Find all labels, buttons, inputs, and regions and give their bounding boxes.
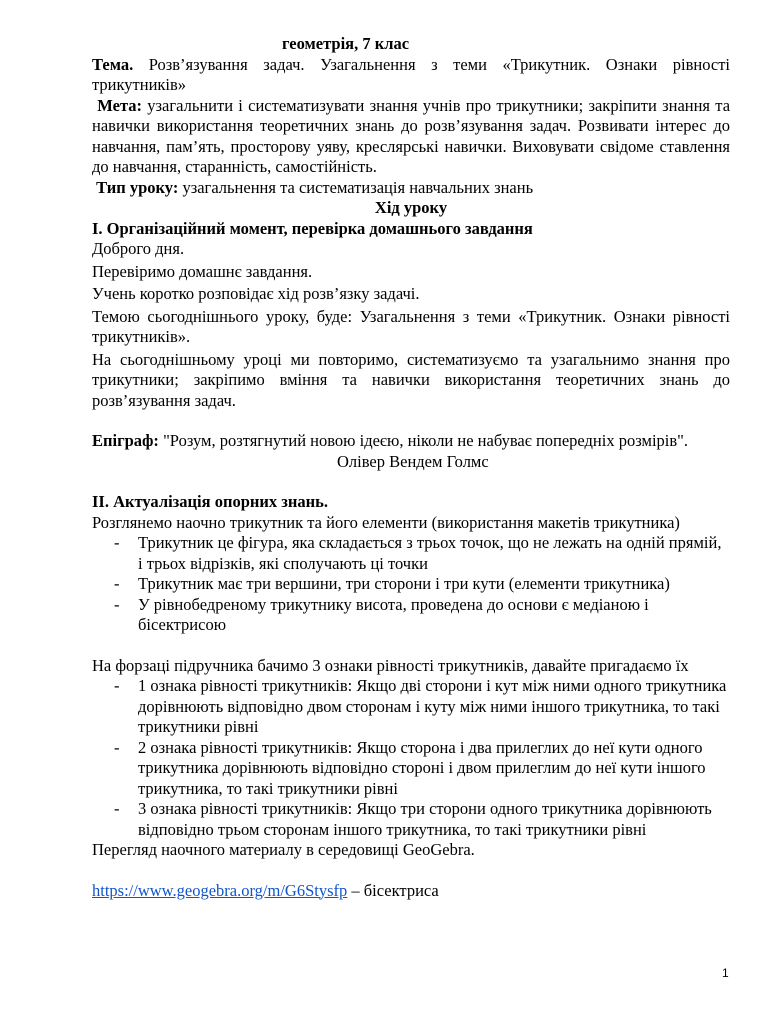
dash-marker: - [114,799,120,818]
list-item-text: 3 ознака рівності трикутників: Якщо три сторони одного трикутника дорівнюють відповідно трьом сторонам іншого трикутника, то такі трикутники рівні [138,799,712,839]
epigraph-quote: "Розум, розтягнутий новою ідеєю, ніколи не набуває попередніх розмірів". [163,431,689,450]
lesson-type-label: Тип уроку: [96,177,179,197]
signs-intro: На форзаці підручника бачимо 3 ознаки рівності трикутників, давайте пригадаємо їх [92,655,689,675]
section2-title: ІІ. Актуалізація опорних знань. [92,492,329,511]
section1-line: Перевіримо домашнє завдання. [92,261,313,281]
section1-line: Доброго дня. [92,239,185,258]
subject-text: геометрія, 7 клас [282,34,410,53]
section1-title: І. Організаційний момент, перевірка домашнього завдання [92,218,533,238]
dash-marker: - [114,574,120,593]
list-item-text: Трикутник має три вершини, три сторони і три кути (елементи трикутника) [138,574,670,593]
dash-marker: - [114,533,120,552]
dash-marker: - [114,594,120,614]
link-suffix: – бісектриса [347,880,439,900]
subject-header [92,34,730,55]
list-item-text: 2 ознака рівності трикутників: Якщо сторона і два прилеглих до неї кути одного трикутника дорівнюють відповідно стороні і двом прилеглим до неї кути іншого трикутника, то такі трикутники рівні [138,737,706,798]
epigraph-author: Олівер Вендем Голмс [337,451,489,471]
elements-list [92,533,730,636]
list-item [92,574,730,595]
section1-line: На сьогоднішньому уроці ми повторимо, систематизуємо та узагальнимо знання про трикутники; закріпимо вміння та навички використання теоретичних знань до розв’язування задач. [92,349,730,410]
list-item [92,676,730,738]
list-item [92,738,730,800]
topic-paragraph [92,55,730,96]
lesson-type-text: узагальнення та систематизація навчальних знань [182,177,534,197]
list-item-text: 1 ознака рівності трикутників: Якщо дві сторони і кут між ними одного трикутника дорівнюють відповідно двом сторонам і куту між ними іншого трикутника, то такі трикутники рівні [138,676,727,736]
dash-marker: - [114,737,120,757]
section2-intro: Розглянемо наочно трикутник та його елементи (використання макетів трикутника) [92,512,680,532]
course-title: Хід уроку [374,198,448,217]
geogebra-link[interactable]: https://www.geogebra.org/m/G6Stysfp [92,880,348,900]
list-item [92,595,730,636]
lesson-type-paragraph [92,178,730,199]
epigraph-paragraph [92,431,730,472]
topic-label: Тема. [92,54,134,74]
link-paragraph [92,881,730,902]
list-item [92,533,730,574]
list-item-text: У рівнобедреному трикутнику висота, проведена до основи є медіаною і бісектрисою [138,594,649,634]
page-number: 1 [722,966,729,980]
geogebra-line: Перегляд наочного материалу в середовищі GeoGebra. [92,840,475,859]
list-item [92,799,730,840]
epigraph-label: Епіграф: [92,431,159,450]
topic-text: Розв’язування задач. Узагальнення з теми «Трикутник. Ознаки рівності трикутників» [92,54,730,94]
goal-label: Мета: [97,95,142,115]
document-page [92,34,730,901]
section1-line: Темою сьогоднішнього уроку, буде: Узагальнення з теми «Трикутник. Ознаки рівності трикутників». [92,306,730,346]
section1-line: Учень коротко розповідає хід розв’язку задачі. [92,284,420,303]
list-item-text: Трикутник це фігура, яка складається з трьох точок, що не лежать на одній прямій, і трьох відрізків, які сполучають ці точки [138,533,722,573]
dash-marker: - [114,676,120,695]
goal-text: узагальнити і систематизувати знання учнів про трикутники; закріпити знання та навички використання теоретичних знань до розв’язування задач. Розвивати інтерес до навчання, пам’ять, просторову уяву, креслярські навички. Виховувати свідоме ставлення до навчання, старанність, самостійність. [92,95,731,176]
goal-paragraph [92,96,730,178]
signs-list [92,676,730,840]
